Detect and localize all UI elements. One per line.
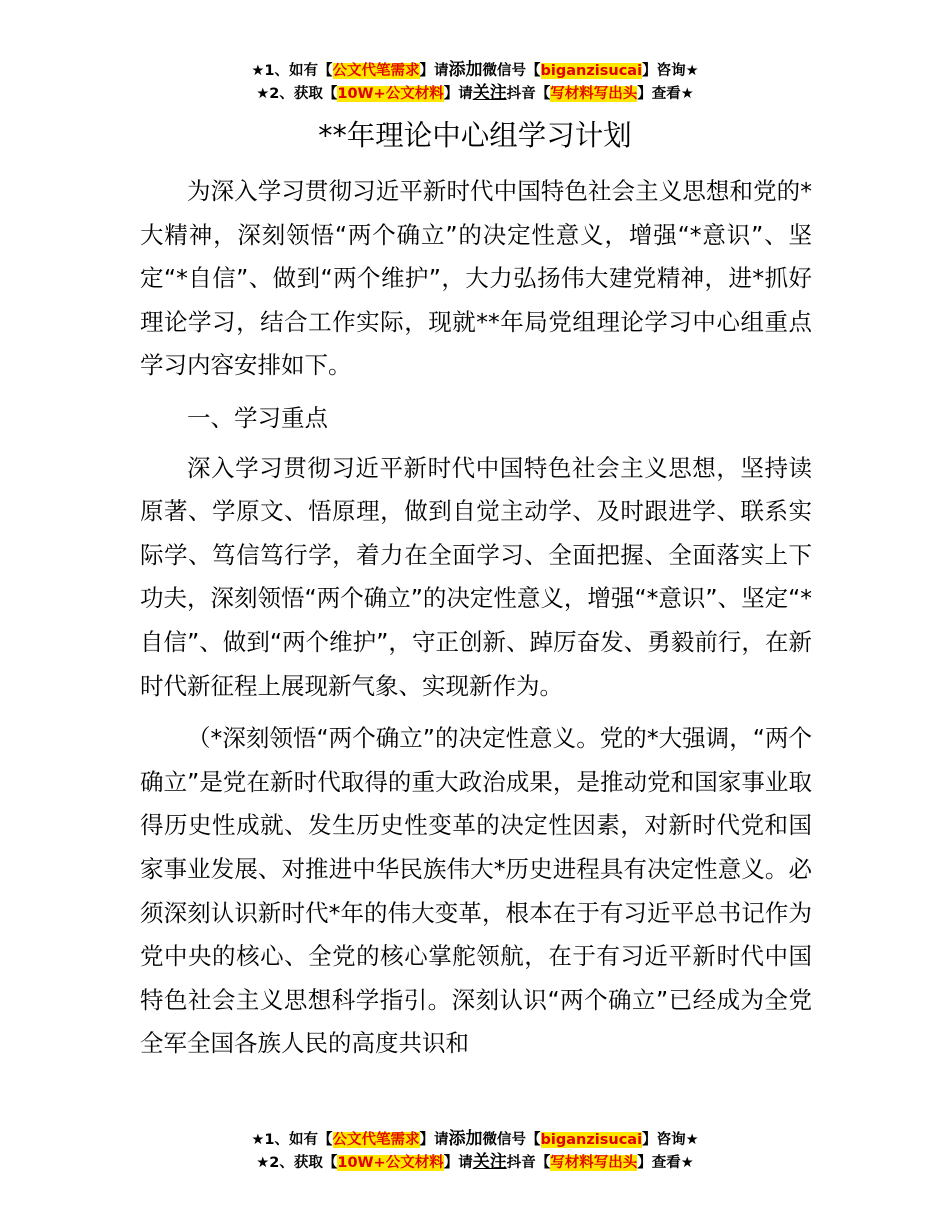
promo-highlight: 10W+公文材料 <box>337 86 444 102</box>
douyin-account: 写材料写出头 <box>550 86 638 102</box>
document-body <box>140 170 812 1066</box>
body-paragraph: （*深刻领悟“两个确立”的决定性意义。党的*大强调，“两个确立”是党在新时代取得的重大政治成果，是推动党和国家事业取得历史性成就、发生历史性变革的决定性因素，对新时代党和国家事业发展、对推进中华民族伟大*历史进程具有决定性意义。必须深刻认识新时代*年的伟大变革，根本在于有习近平总书记作为党中央的核心、全党的核心掌舵领航，在于有习近平新时代中国特色社会主义思想科学指引。深刻认识“两个确立”已经成为全党全军全国各族人民的高度共识和 <box>140 724 812 1058</box>
wechat-id: biganzisucai <box>540 63 643 79</box>
document-title: **年理论中心组学习计划 <box>318 119 632 152</box>
body-paragraph: 深入学习贯彻习近平新时代中国特色社会主义思想，坚持读原著、学原文、悟原理，做到自觉主动学、及时跟进学、联系实际学、笃信笃行学，着力在全面学习、全面把握、全面落实上下功夫，深刻领悟“两个确立”的决定性意义，增强“*意识”、坚定“*自信”、做到“两个维护”，守正创新、踔厉奋发、勇毅前行，在新时代新征程上展现新气象、实现新作为。 <box>140 453 812 700</box>
douyin-account: 写材料写出头 <box>550 1155 638 1171</box>
promo-highlight: 公文代笔需求 <box>332 63 420 79</box>
promo-banner-top <box>0 59 950 105</box>
promo-line-2: ★2、获取【10W+公文材料】请关注抖音【写材料写出头】查看★ <box>256 1152 694 1172</box>
promo-line-1: ★1、如有【公文代笔需求】请添加微信号【biganzisucai】咨询★ <box>251 60 699 80</box>
promo-line-2: ★2、获取【10W+公文材料】请关注抖音【写材料写出头】查看★ <box>256 83 694 103</box>
promo-line-1: ★1、如有【公文代笔需求】请添加微信号【biganzisucai】咨询★ <box>251 1129 699 1149</box>
wechat-id: biganzisucai <box>540 1132 643 1148</box>
promo-banner-bottom <box>0 1128 950 1174</box>
section-heading: 一、学习重点 <box>187 403 328 432</box>
intro-paragraph: 为深入学习贯彻习近平新时代中国特色社会主义思想和党的*大精神，深刻领悟“两个确立”的决定性意义，增强“*意识”、坚定“*自信”、做到“两个维护”，大力弘扬伟大建党精神，进*抓好理论学习，结合工作实际，现就**年局党组理论学习中心组重点学习内容安排如下。 <box>140 177 812 380</box>
promo-highlight: 10W+公文材料 <box>337 1155 444 1171</box>
promo-highlight: 公文代笔需求 <box>332 1132 420 1148</box>
